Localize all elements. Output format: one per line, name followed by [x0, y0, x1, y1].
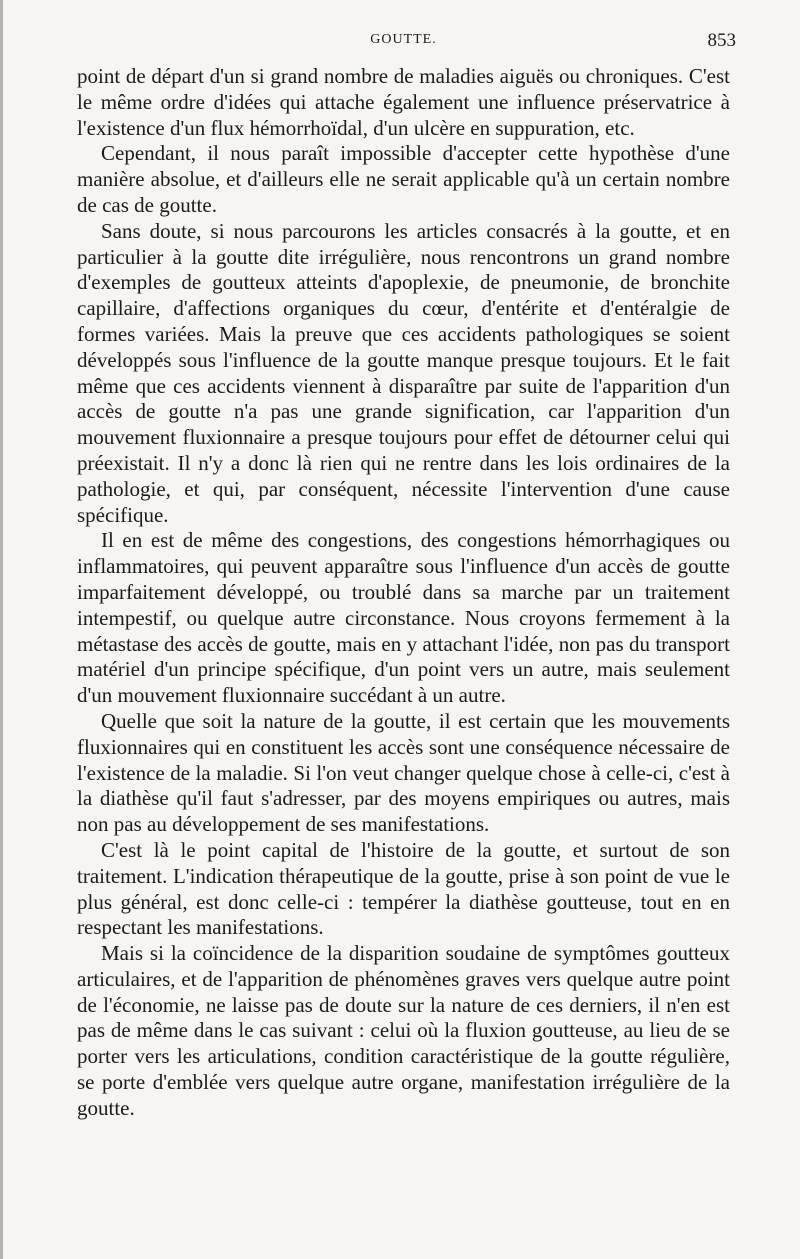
page-edge-shadow — [0, 0, 3, 1259]
paragraph-5: Quelle que soit la nature de la goutte, il est certain que les mouvements fluxionnaires qui en constituent les accès sont une conséquence nécessaire de l'existence de la maladie. Si l'on veut changer quelque chose à celle-ci, c'est à la diathèse qu'il faut s'adresser, par des moyens empiriques ou autres, mais non pas au développement de ses manifestations. — [77, 708, 730, 837]
paragraph-1: point de départ d'un si grand nombre de maladies aiguës ou chroniques. C'est le même ordre d'idées qui attache également une influence préservatrice à l'existence d'un flux hémorrhoïdal, d'un ulcère en suppuration, etc. — [77, 64, 730, 140]
paragraph-6: C'est là le point capital de l'histoire de la goutte, et surtout de son traitement. L'indication thérapeutique de la goutte, prise à son point de vue le plus général, est donc celle-ci : tempérer la diathèse goutteuse, tout en en respectant les manifestations. — [77, 837, 730, 940]
paragraph-3: Sans doute, si nous parcourons les articles consacrés à la goutte, et en particulier à la goutte dite irrégulière, nous rencontrons un grand nombre d'exemples de goutteux atteints d'apoplexie, de pneumonie, de bronchite capillaire, d'affections organiques du cœur, d'entérite et d'entéralgie de formes variées. Mais la preuve que ces accidents pathologiques se soient développés sous l'influence de la goutte manque presque toujours. Et le fait même que ces accidents viennent à disparaître par suite de l'apparition d'un accès de goutte n'a pas une grande signification, car l'apparition d'un mouvement fluxionnaire a presque toujours pour effet de détourner celui qui préexistait. Il n'y a donc là rien qui ne rentre dans les lois ordinaires de la pathologie, et qui, par conséquent, nécessite l'intervention d'une cause spécifique. — [77, 218, 730, 527]
body-text — [77, 64, 730, 1122]
page-header — [77, 26, 736, 52]
paragraph-7: Mais si la coïncidence de la disparition soudaine de symptômes goutteux articulaires, et de l'apparition de phénomènes graves vers quelque autre point de l'économie, ne laisse pas de doute sur la nature de ces derniers, il n'en est pas de même dans le cas suivant : celui où la fluxion goutteuse, au lieu de se porter vers les articulations, condition caractéristique de la goutte régulière, se porte d'emblée vers quelque autre organe, manifestation irrégulière de la goutte. — [77, 941, 730, 1120]
page-number: 853 — [707, 30, 736, 51]
running-title: GOUTTE. — [370, 32, 437, 47]
paragraph-2: Cependant, il nous paraît impossible d'accepter cette hypothèse d'une manière absolue, et d'ailleurs elle ne serait applicable qu'à un certain nombre de cas de goutte. — [77, 141, 730, 217]
paragraph-4: Il en est de même des congestions, des congestions hémorrhagiques ou inflammatoires, qui peuvent apparaître sous l'influence d'un accès de goutte imparfaitement développé, ou troublé dans sa marche par un traitement intempestif, ou quelque autre circonstance. Nous croyons fermement à la métastase des accès de goutte, mais en y attachant l'idée, non pas du transport matériel d'un principe spécifique, d'un point vers un autre, mais seulement d'un mouvement fluxionnaire succédant à un autre. — [77, 528, 730, 708]
